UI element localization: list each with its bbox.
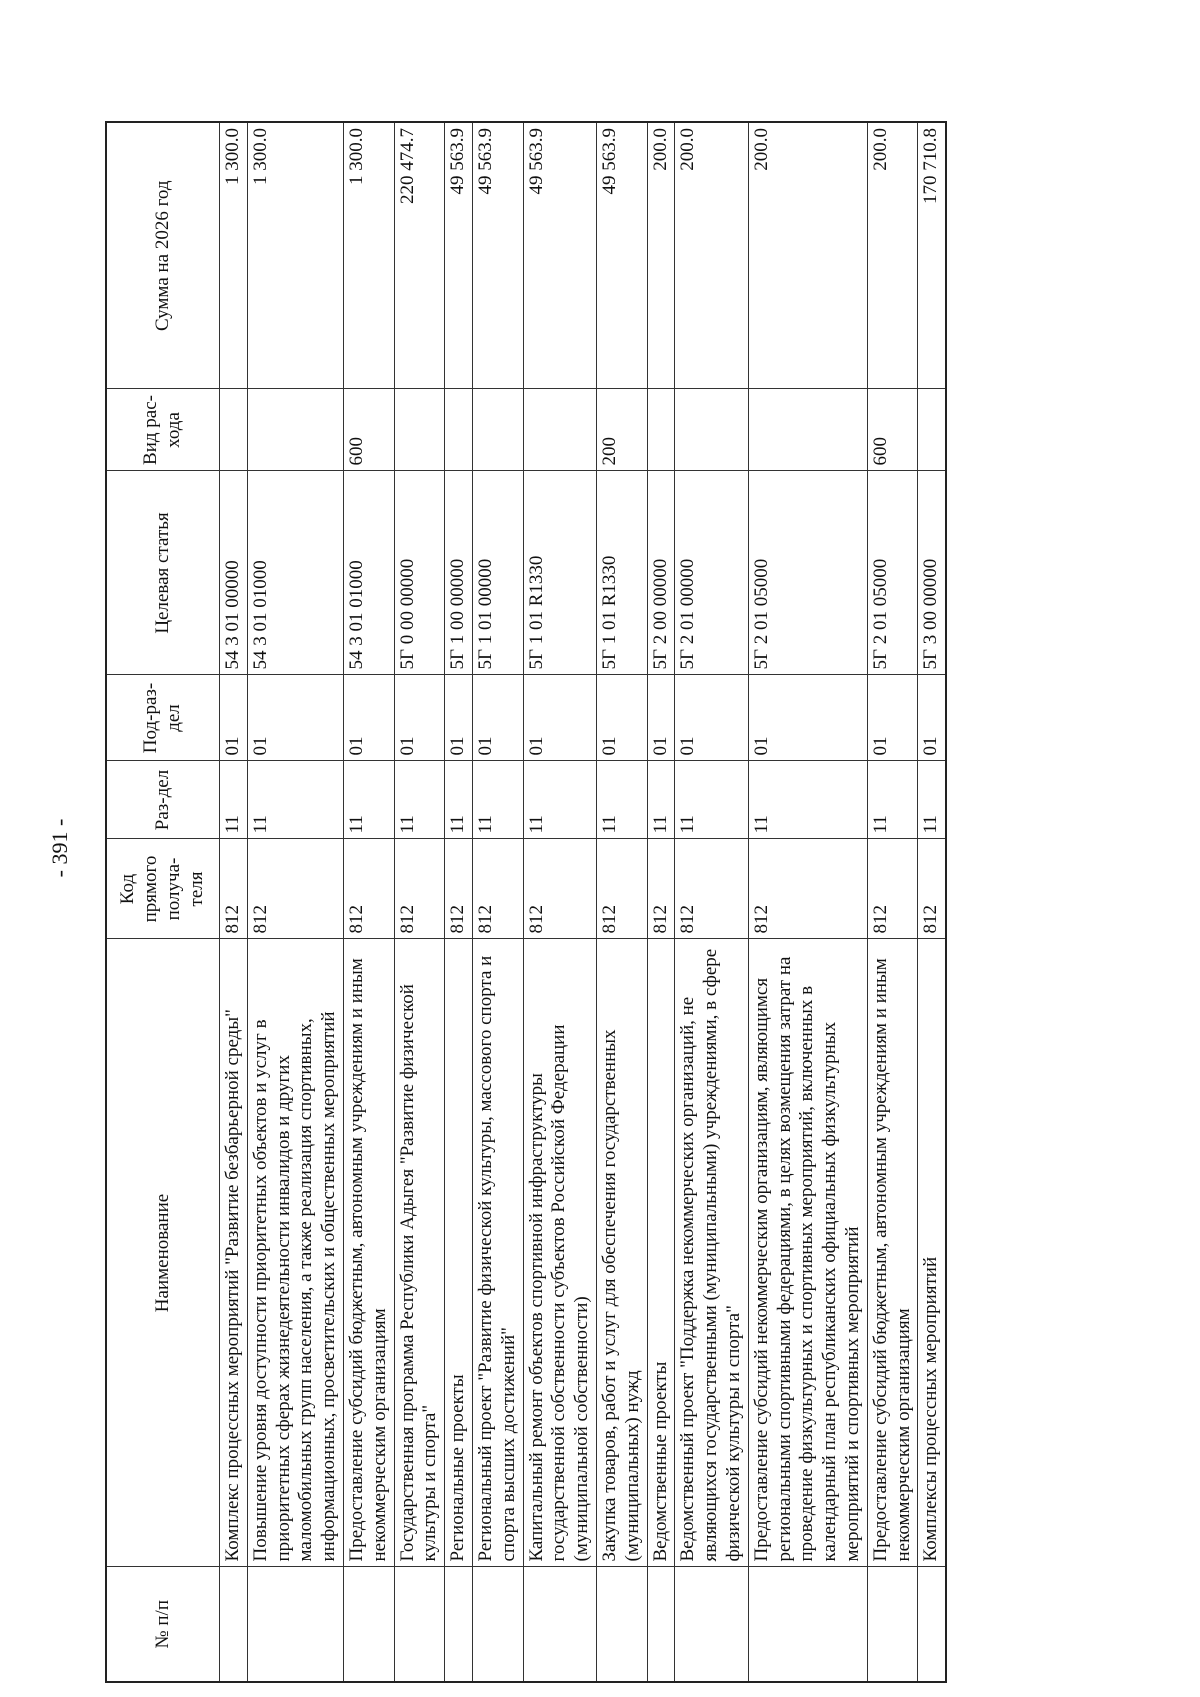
- cell-podrazdel: 01: [867, 675, 918, 761]
- cell-num: [472, 1567, 523, 1682]
- budget-table-rotated: [105, 123, 1075, 1683]
- table-row: [472, 122, 523, 1682]
- cell-code: 812: [394, 839, 445, 939]
- cell-vid: [220, 389, 248, 471]
- col-name-header: Наименование: [106, 939, 220, 1567]
- cell-article: 5Г 2 01 05000: [867, 471, 918, 675]
- cell-name: Ведомственный проект "Поддержка некоммерческих организаций, не являющихся государственными (муниципальными) учреждениями, в сфере физической культуры и спорта": [675, 939, 748, 1567]
- table-row: [748, 122, 867, 1682]
- col-num-header: № п/п: [106, 1567, 220, 1682]
- cell-vid: 200: [596, 389, 647, 471]
- cell-razdel: 11: [647, 761, 675, 839]
- budget-table: [105, 121, 947, 1683]
- cell-podrazdel: 01: [247, 675, 343, 761]
- cell-sum: 170 710.8: [918, 122, 946, 389]
- col-vid-header: Вид рас-хода: [106, 389, 220, 471]
- cell-article: 5Г 2 01 05000: [748, 471, 867, 675]
- cell-razdel: 11: [247, 761, 343, 839]
- col-sum-header: Сумма на 2026 год: [106, 122, 220, 389]
- cell-name: Предоставление субсидий бюджетным, автономным учреждениям и иным некоммерческим организациям: [343, 939, 394, 1567]
- col-code-header: Код прямого получа-теля: [106, 839, 220, 939]
- cell-vid: [394, 389, 445, 471]
- cell-name: Комплекс процессных мероприятий "Развитие безбарьерной среды": [220, 939, 248, 1567]
- cell-article: 5Г 1 01 R1330: [596, 471, 647, 675]
- cell-razdel: 11: [343, 761, 394, 839]
- header-row: [106, 122, 220, 1682]
- cell-vid: [748, 389, 867, 471]
- table-row: [343, 122, 394, 1682]
- cell-razdel: 11: [220, 761, 248, 839]
- cell-podrazdel: 01: [748, 675, 867, 761]
- col-razdel-header: Раз-дел: [106, 761, 220, 839]
- cell-article: 54 3 01 01000: [343, 471, 394, 675]
- cell-sum: 200.0: [647, 122, 675, 389]
- cell-razdel: 11: [867, 761, 918, 839]
- cell-code: 812: [647, 839, 675, 939]
- cell-code: 812: [748, 839, 867, 939]
- cell-name: Комплексы процессных мероприятий: [918, 939, 946, 1567]
- cell-sum: 220 474.7: [394, 122, 445, 389]
- cell-sum: 200.0: [748, 122, 867, 389]
- cell-name: Региональные проекты: [445, 939, 473, 1567]
- cell-article: 5Г 2 01 00000: [675, 471, 748, 675]
- cell-article: 54 3 01 00000: [220, 471, 248, 675]
- cell-code: 812: [247, 839, 343, 939]
- cell-code: 812: [596, 839, 647, 939]
- table-row: [867, 122, 918, 1682]
- cell-code: 812: [445, 839, 473, 939]
- cell-podrazdel: 01: [220, 675, 248, 761]
- cell-sum: 1 300.0: [247, 122, 343, 389]
- table-body: [220, 122, 947, 1682]
- cell-num: [867, 1567, 918, 1682]
- cell-sum: 1 300.0: [343, 122, 394, 389]
- cell-vid: [523, 389, 596, 471]
- table-row: [523, 122, 596, 1682]
- cell-code: 812: [918, 839, 946, 939]
- cell-article: 5Г 3 00 00000: [918, 471, 946, 675]
- cell-vid: 600: [343, 389, 394, 471]
- cell-num: [394, 1567, 445, 1682]
- cell-name: Предоставление субсидий бюджетным, автономным учреждениям и иным некоммерческим организациям: [867, 939, 918, 1567]
- cell-article: 54 3 01 01000: [247, 471, 343, 675]
- table-row: [675, 122, 748, 1682]
- cell-podrazdel: 01: [596, 675, 647, 761]
- cell-name: Государственная программа Республики Адыгея "Развитие физической культуры и спорта": [394, 939, 445, 1567]
- cell-name: Региональный проект "Развитие физической культуры, массового спорта и спорта высших достижений": [472, 939, 523, 1567]
- table-row: [220, 122, 248, 1682]
- cell-code: 812: [675, 839, 748, 939]
- cell-num: [343, 1567, 394, 1682]
- cell-razdel: 11: [748, 761, 867, 839]
- table-row: [647, 122, 675, 1682]
- cell-vid: [675, 389, 748, 471]
- cell-podrazdel: 01: [523, 675, 596, 761]
- cell-podrazdel: 01: [918, 675, 946, 761]
- cell-name: Повышение уровня доступности приоритетных объектов и услуг в приоритетных сферах жизнедеятельности инвалидов и других маломобильных групп населения, а также реализация спортивных, информационных, просветительских и общественных мероприятий: [247, 939, 343, 1567]
- cell-vid: [445, 389, 473, 471]
- cell-num: [523, 1567, 596, 1682]
- cell-name: Ведомственные проекты: [647, 939, 675, 1567]
- table-row: [596, 122, 647, 1682]
- cell-num: [220, 1567, 248, 1682]
- cell-article: 5Г 1 01 R1330: [523, 471, 596, 675]
- cell-vid: [918, 389, 946, 471]
- cell-num: [918, 1567, 946, 1682]
- cell-code: 812: [343, 839, 394, 939]
- cell-vid: [647, 389, 675, 471]
- cell-podrazdel: 01: [343, 675, 394, 761]
- cell-name: Закупка товаров, работ и услуг для обеспечения государственных (муниципальных) нужд: [596, 939, 647, 1567]
- cell-article: 5Г 1 00 00000: [445, 471, 473, 675]
- cell-sum: 200.0: [867, 122, 918, 389]
- cell-sum: 49 563.9: [523, 122, 596, 389]
- cell-sum: 49 563.9: [445, 122, 473, 389]
- cell-podrazdel: 01: [675, 675, 748, 761]
- cell-code: 812: [472, 839, 523, 939]
- cell-code: 812: [220, 839, 248, 939]
- cell-num: [675, 1567, 748, 1682]
- cell-razdel: 11: [523, 761, 596, 839]
- cell-num: [647, 1567, 675, 1682]
- cell-razdel: 11: [394, 761, 445, 839]
- cell-num: [596, 1567, 647, 1682]
- cell-article: 5Г 0 00 00000: [394, 471, 445, 675]
- cell-podrazdel: 01: [472, 675, 523, 761]
- table-row: [394, 122, 445, 1682]
- page-number: - 391 -: [47, 818, 72, 878]
- cell-vid: [247, 389, 343, 471]
- cell-num: [247, 1567, 343, 1682]
- cell-razdel: 11: [675, 761, 748, 839]
- cell-name: Предоставление субсидий некоммерческим организациям, являющимся региональными спортивными федерациями, в целях возмещения затрат на проведение физкультурных и спортивных мероприятий, включенных в календарный план республиканских официальных физкультурных мероприятий и спортивных мероприятий: [748, 939, 867, 1567]
- cell-razdel: 11: [918, 761, 946, 839]
- cell-razdel: 11: [472, 761, 523, 839]
- table-row: [247, 122, 343, 1682]
- cell-podrazdel: 01: [647, 675, 675, 761]
- cell-vid: [472, 389, 523, 471]
- col-article-header: Целевая статья: [106, 471, 220, 675]
- cell-sum: 200.0: [675, 122, 748, 389]
- cell-code: 812: [867, 839, 918, 939]
- col-podrazdel-header: Под-раз-дел: [106, 675, 220, 761]
- cell-article: 5Г 1 01 00000: [472, 471, 523, 675]
- cell-podrazdel: 01: [445, 675, 473, 761]
- cell-sum: 1 300.0: [220, 122, 248, 389]
- cell-vid: 600: [867, 389, 918, 471]
- cell-num: [748, 1567, 867, 1682]
- cell-code: 812: [523, 839, 596, 939]
- table-row: [445, 122, 473, 1682]
- cell-razdel: 11: [596, 761, 647, 839]
- cell-sum: 49 563.9: [596, 122, 647, 389]
- cell-name: Капитальный ремонт объектов спортивной инфраструктуры государственной собственности субъектов Российской Федерации (муниципальной собственности): [523, 939, 596, 1567]
- table-row: [918, 122, 946, 1682]
- cell-razdel: 11: [445, 761, 473, 839]
- cell-article: 5Г 2 00 00000: [647, 471, 675, 675]
- cell-sum: 49 563.9: [472, 122, 523, 389]
- cell-num: [445, 1567, 473, 1682]
- cell-podrazdel: 01: [394, 675, 445, 761]
